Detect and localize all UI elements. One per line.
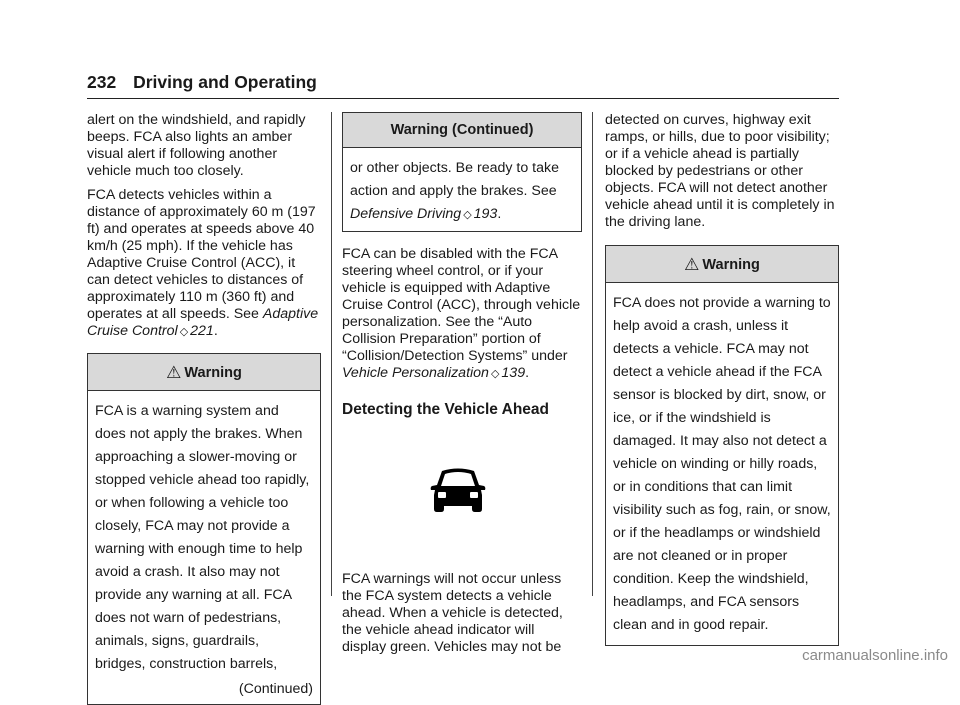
continued-label: (Continued) (238, 681, 313, 697)
section-title: Driving and Operating (133, 72, 317, 92)
xref-link[interactable]: Vehicle Personalization (342, 365, 489, 381)
xref-link[interactable]: Defensive Driving (350, 206, 462, 222)
warning-body: or other objects. Be ready to take action and apply the brakes. See Defensive Driving ◇ 193. (350, 160, 559, 222)
subheading: Detecting the Vehicle Ahead (342, 401, 550, 418)
column-3 (605, 112, 839, 646)
xref-page[interactable]: 139 (501, 365, 526, 381)
paragraph: FCA detects vehicles within a distance of approximately 60 m (197 ft) and operates at speeds above 40 km/h (25 mph). If the vehicle has Adaptive Cruise Control (ACC), it can detect vehicles to distances of approximately 110 m (360 ft) and operates at all speeds. See Adaptive Cruise Control ◇ 221. (87, 187, 319, 339)
column-1 (87, 112, 321, 705)
warning-header: ⚠ Warning (606, 246, 838, 283)
column-2 (342, 112, 582, 663)
warning-body: FCA does not provide a warning to help avoid a crash, unless it detects a vehicle. FCA may not detect a vehicle ahead if the FCA sensor is blocked by dirt, snow, or ice, or if the windshield is damaged. It may also not detect a vehicle on winding or hilly roads, or in conditions that can limit visibility such as fog, rain, or snow, or if the headlamps or windshield are not cleaned or in proper condition. Keep the windshield, headlamps, and FCA sensors clean and in good repair. (613, 295, 831, 633)
warning-body: FCA is a warning system and does not apply the brakes. When approaching a slower-moving or stopped vehicle ahead too rapidly, or when following a vehicle too closely, FCA may not provide a warning with enough time to help avoid a crash. It also may not provide any warning at all. FCA does not warn of pedestrians, animals, signs, guardrails, bridges, construction barrels, (95, 403, 310, 672)
xref-page[interactable]: 193 (473, 206, 498, 222)
page-header (87, 72, 317, 93)
column-divider (331, 112, 332, 596)
xref-link[interactable]: Adaptive Cruise Control (87, 306, 319, 339)
column-divider (592, 112, 593, 596)
paragraph: FCA can be disabled with the FCA steering wheel control, or if your vehicle is equipped with Adaptive Cruise Control (ACC), through vehicle personalization. See the “Auto Collision Preparation” portion of “Collision/Detection Systems” under Vehicle Personalization ◇ 139. (342, 246, 581, 381)
watermark: carmanualsonline.info (802, 647, 948, 664)
warning-box (605, 245, 839, 646)
xref-icon: ◇ (463, 209, 472, 221)
warning-icon: ⚠ (166, 363, 182, 382)
paragraph: alert on the windshield, and rapidly beeps. FCA also lights an amber visual alert if following another vehicle much too closely. (87, 112, 306, 179)
warning-header: ⚠ Warning (88, 354, 320, 391)
warning-icon: ⚠ (684, 255, 700, 274)
header-rule (87, 98, 839, 99)
paragraph: FCA warnings will not occur unless the FCA system detects a vehicle ahead. When a vehicle is detected, the vehicle ahead indicator will display green. Vehicles may not be (342, 571, 563, 655)
warning-box (87, 353, 321, 705)
page-number: 232 (87, 72, 117, 92)
warning-box-continued (342, 112, 582, 232)
paragraph: detected on curves, highway exit ramps, or hills, due to poor visibility; or if a vehicle ahead is partially blocked by pedestrians or other objects. FCA will not detect another vehicle ahead until it is completely in the driving lane. (605, 112, 835, 230)
warning-header: Warning (Continued) (343, 113, 581, 148)
vehicle-ahead-indicator-icon (428, 465, 488, 517)
xref-icon: ◇ (490, 368, 500, 380)
xref-page[interactable]: 221 (190, 323, 214, 339)
xref-icon: ◇ (179, 326, 189, 338)
